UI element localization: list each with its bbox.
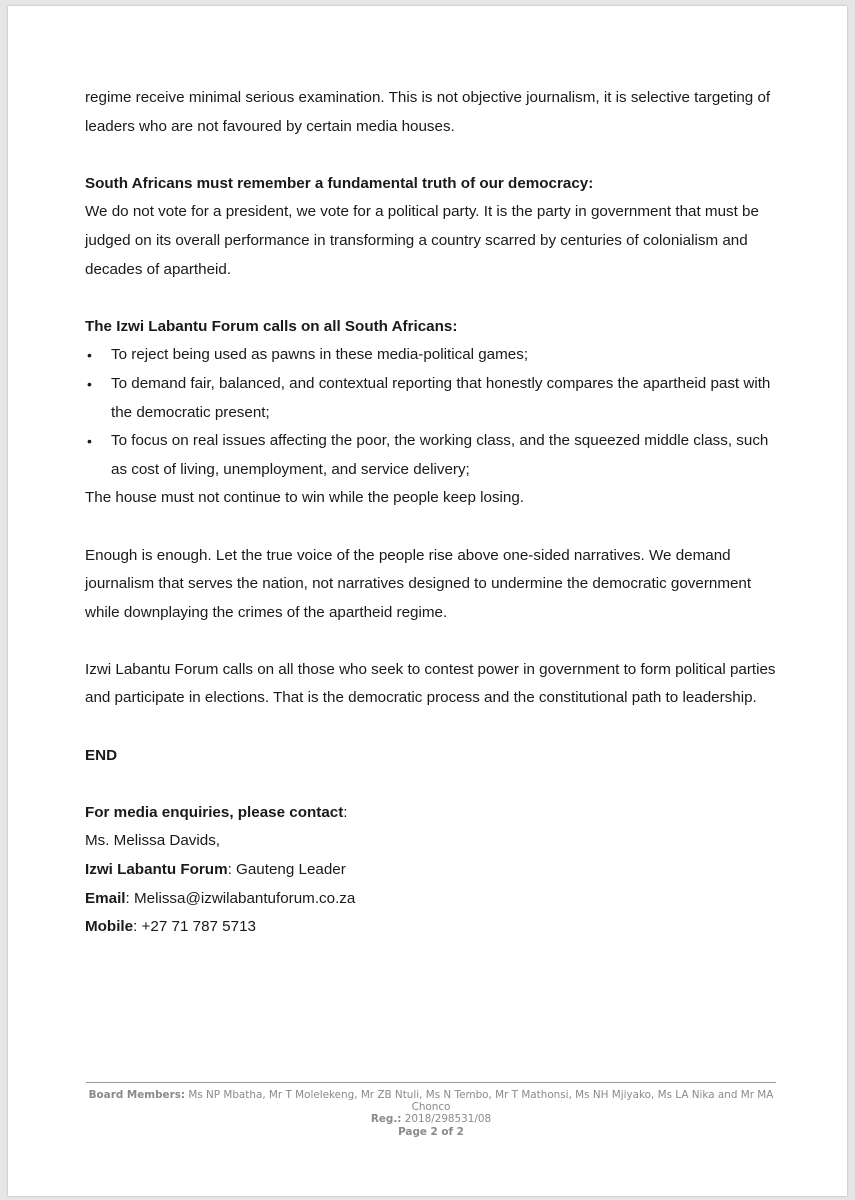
page-footer (86, 1082, 776, 1138)
house-line: The house must not continue to win while the people keep losing. (85, 489, 525, 507)
end-label: END (85, 746, 118, 764)
document-body (85, 84, 785, 942)
bullet-icon: • (87, 433, 92, 450)
contact-block (85, 799, 785, 942)
bullet-icon: • (87, 347, 92, 364)
list-item: • To reject being used as pawns in these media-political games; (85, 341, 785, 370)
contest-paragraph: Izwi Labantu Forum calls on all those who seek to contest power in government to form political parties and participate in elections. That is the democratic process and the constitutional path to leadership. (85, 660, 776, 707)
contact-org: Izwi Labantu Forum: Gauteng Leader (85, 861, 346, 879)
list-item: • To focus on real issues affecting the poor, the working class, and the squeezed middle class, such as cost of living, unemployment, and service delivery; (85, 427, 785, 484)
document-page (8, 6, 847, 1196)
truth-heading: South Africans must remember a fundamental truth of our democracy: (85, 174, 594, 192)
contact-heading: For media enquiries, please contact: (85, 803, 348, 821)
registration-number: Reg.: 2018/298531/08 (370, 1113, 492, 1126)
contact-email: Email: Melissa@izwilabantuforum.co.za (85, 889, 356, 907)
contact-mobile: Mobile: +27 71 787 5713 (85, 918, 256, 936)
truth-paragraph: We do not vote for a president, we vote for a political party. It is the party in government that must be judged on its overall performance in transforming a country scarred by centuries of colonialism and decades of apartheid. (85, 203, 759, 278)
calls-heading: The Izwi Labantu Forum calls on all South Africans: (85, 317, 458, 335)
list-item: • To demand fair, balanced, and contextual reporting that honestly compares the apartheid past with the democratic present; (85, 370, 785, 427)
contact-name: Ms. Melissa Davids, (85, 832, 221, 850)
board-members: Board Members: Ms NP Mbatha, Mr T Molelekeng, Mr ZB Ntuli, Ms N Tembo, Mr T Mathonsi, Ms NH Mjiyako, Ms LA Nika and Mr MA Chonco (88, 1089, 774, 1114)
page-number: Page 2 of 2 (398, 1125, 464, 1138)
calls-list (85, 341, 785, 484)
bullet-icon: • (87, 375, 92, 392)
enough-paragraph: Enough is enough. Let the true voice of the people rise above one-sided narratives. We demand journalism that serves the nation, not narratives designed to undermine the democratic government while downplaying the crimes of the apartheid regime. (85, 546, 752, 621)
continuation-paragraph: regime receive minimal serious examination. This is not objective journalism, it is selective targeting of leaders who are not favoured by certain media houses. (85, 89, 771, 135)
